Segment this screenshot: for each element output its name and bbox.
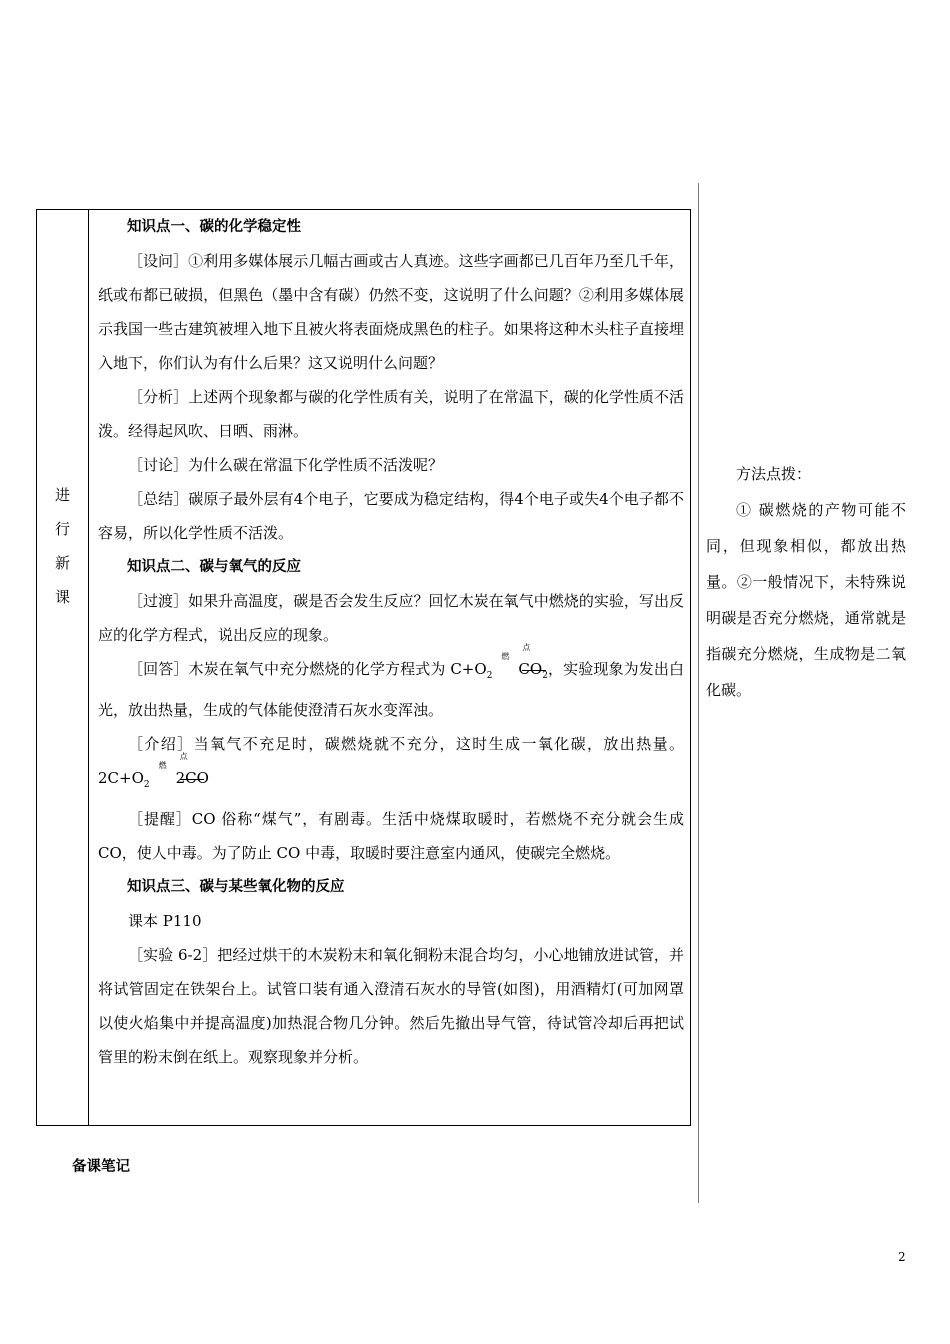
section-label-char: 课 — [54, 588, 70, 606]
o2-subscript: 2 — [143, 780, 150, 790]
answer-product: CO — [518, 660, 543, 678]
method-tip-title: 方法点拨： — [736, 465, 812, 483]
paragraph-discussion: ［讨论］为什么碳在常温下化学性质不活泼呢？ — [128, 456, 444, 474]
paragraph-experiment: ［实验 6-2］把经过烘干的木炭粉末和氧化铜粉末混合均匀，小心地铺放进试管，并将试管固定在铁架台上。试管口装有通入澄清石灰水的导管(如图)，用酒精灯(可加网罩以使火焰集中并提高温度)加热混合物几分钟。然后先撤出导气管，待试管冷却后再把试管里的粉末倒在纸上。观察现象并分析。 — [98, 946, 684, 1066]
lesson-table — [36, 209, 691, 1126]
co2-subscript: 2 — [542, 671, 548, 681]
reaction-arrow-line — [180, 779, 204, 780]
heading-knowledge-2: 知识点二、碳与氧气的反应 — [127, 559, 301, 575]
o2-subscript: 2 — [486, 671, 493, 681]
reaction-condition — [150, 752, 188, 795]
condition-label: 点燃 — [501, 643, 531, 661]
section-label-char: 行 — [54, 520, 70, 538]
method-tip-body: ① 碳燃烧的产物可能不同，但现象相似，都放出热量。②一般情况下，未特殊说明碳是否充分燃烧，通常就是指碳充分燃烧，生成物是二氧化碳。 — [706, 501, 906, 699]
paragraph-reminder: ［提醒］CO 俗称“煤气”，有剧毒。生活中烧煤取暖时，若燃烧不充分就会生成 CO，使人中毒。为了防止 CO 中毒，取暖时要注意室内通风，使碳完全燃烧。 — [98, 810, 684, 862]
paragraph-summary: ［总结］碳原子最外层有4个电子，它要成为稳定结构，得4个电子或失4个电子都不容易，所以化学性质不活泼。 — [98, 490, 684, 542]
section-label-char: 新 — [54, 554, 70, 572]
margin-divider — [698, 183, 699, 1203]
lesson-content — [98, 210, 684, 1074]
reaction-arrow-line — [522, 670, 546, 671]
heading-knowledge-3: 知识点三、碳与某些氧化物的反应 — [127, 879, 345, 895]
column-divider — [88, 210, 89, 1125]
heading-knowledge-1: 知识点一、碳的化学稳定性 — [127, 219, 301, 235]
lesson-notes-label: 备课笔记 — [72, 1159, 130, 1175]
paragraph-transition: ［过渡］如果升高温度，碳是否会发生反应？回忆木炭在氧气中燃烧的实验，写出反应的化学方程式，说出反应的现象。 — [98, 592, 684, 644]
paragraph-intro — [98, 727, 684, 802]
intro-product: 2CO — [175, 769, 209, 787]
intro-text-before: ［介绍］当氧气不充足时，碳燃烧就不充分，这时生成一氧化碳，放出热量。2C+O — [98, 735, 684, 787]
paragraph-answer — [98, 643, 684, 727]
page-number: 2 — [898, 1250, 906, 1264]
section-label — [37, 478, 88, 614]
paragraph-textbook-ref: 课本 P110 — [128, 912, 202, 930]
answer-text-after: ，实验现象为发出白光，放出热量，生成的气体能使澄清石灰水变浑浊。 — [98, 660, 684, 719]
paragraph-analysis: ［分析］上述两个现象都与碳的化学性质有关，说明了在常温下，碳的化学性质不活泼。经得起风吹、日晒、雨淋。 — [98, 388, 684, 440]
paragraph-question: ［设问］①利用多媒体展示几幅古画或古人真迹。这些字画都已几百年乃至几千年，纸或布都已破损，但黑色（墨中含有碳）仍然不变，这说明了什么问题？②利用多媒体展示我国一些古建筑被埋入地下且被火将表面烧成黑色的柱子。如果将这种木头柱子直接埋入地下，你们认为有什么后果？这又说明什么问题？ — [98, 252, 684, 372]
section-label-char: 进 — [54, 486, 70, 504]
method-tip — [706, 456, 906, 708]
condition-label: 点燃 — [158, 752, 188, 770]
answer-text-before: ［回答］木炭在氧气中充分燃烧的化学方程式为 C+O — [128, 660, 487, 678]
